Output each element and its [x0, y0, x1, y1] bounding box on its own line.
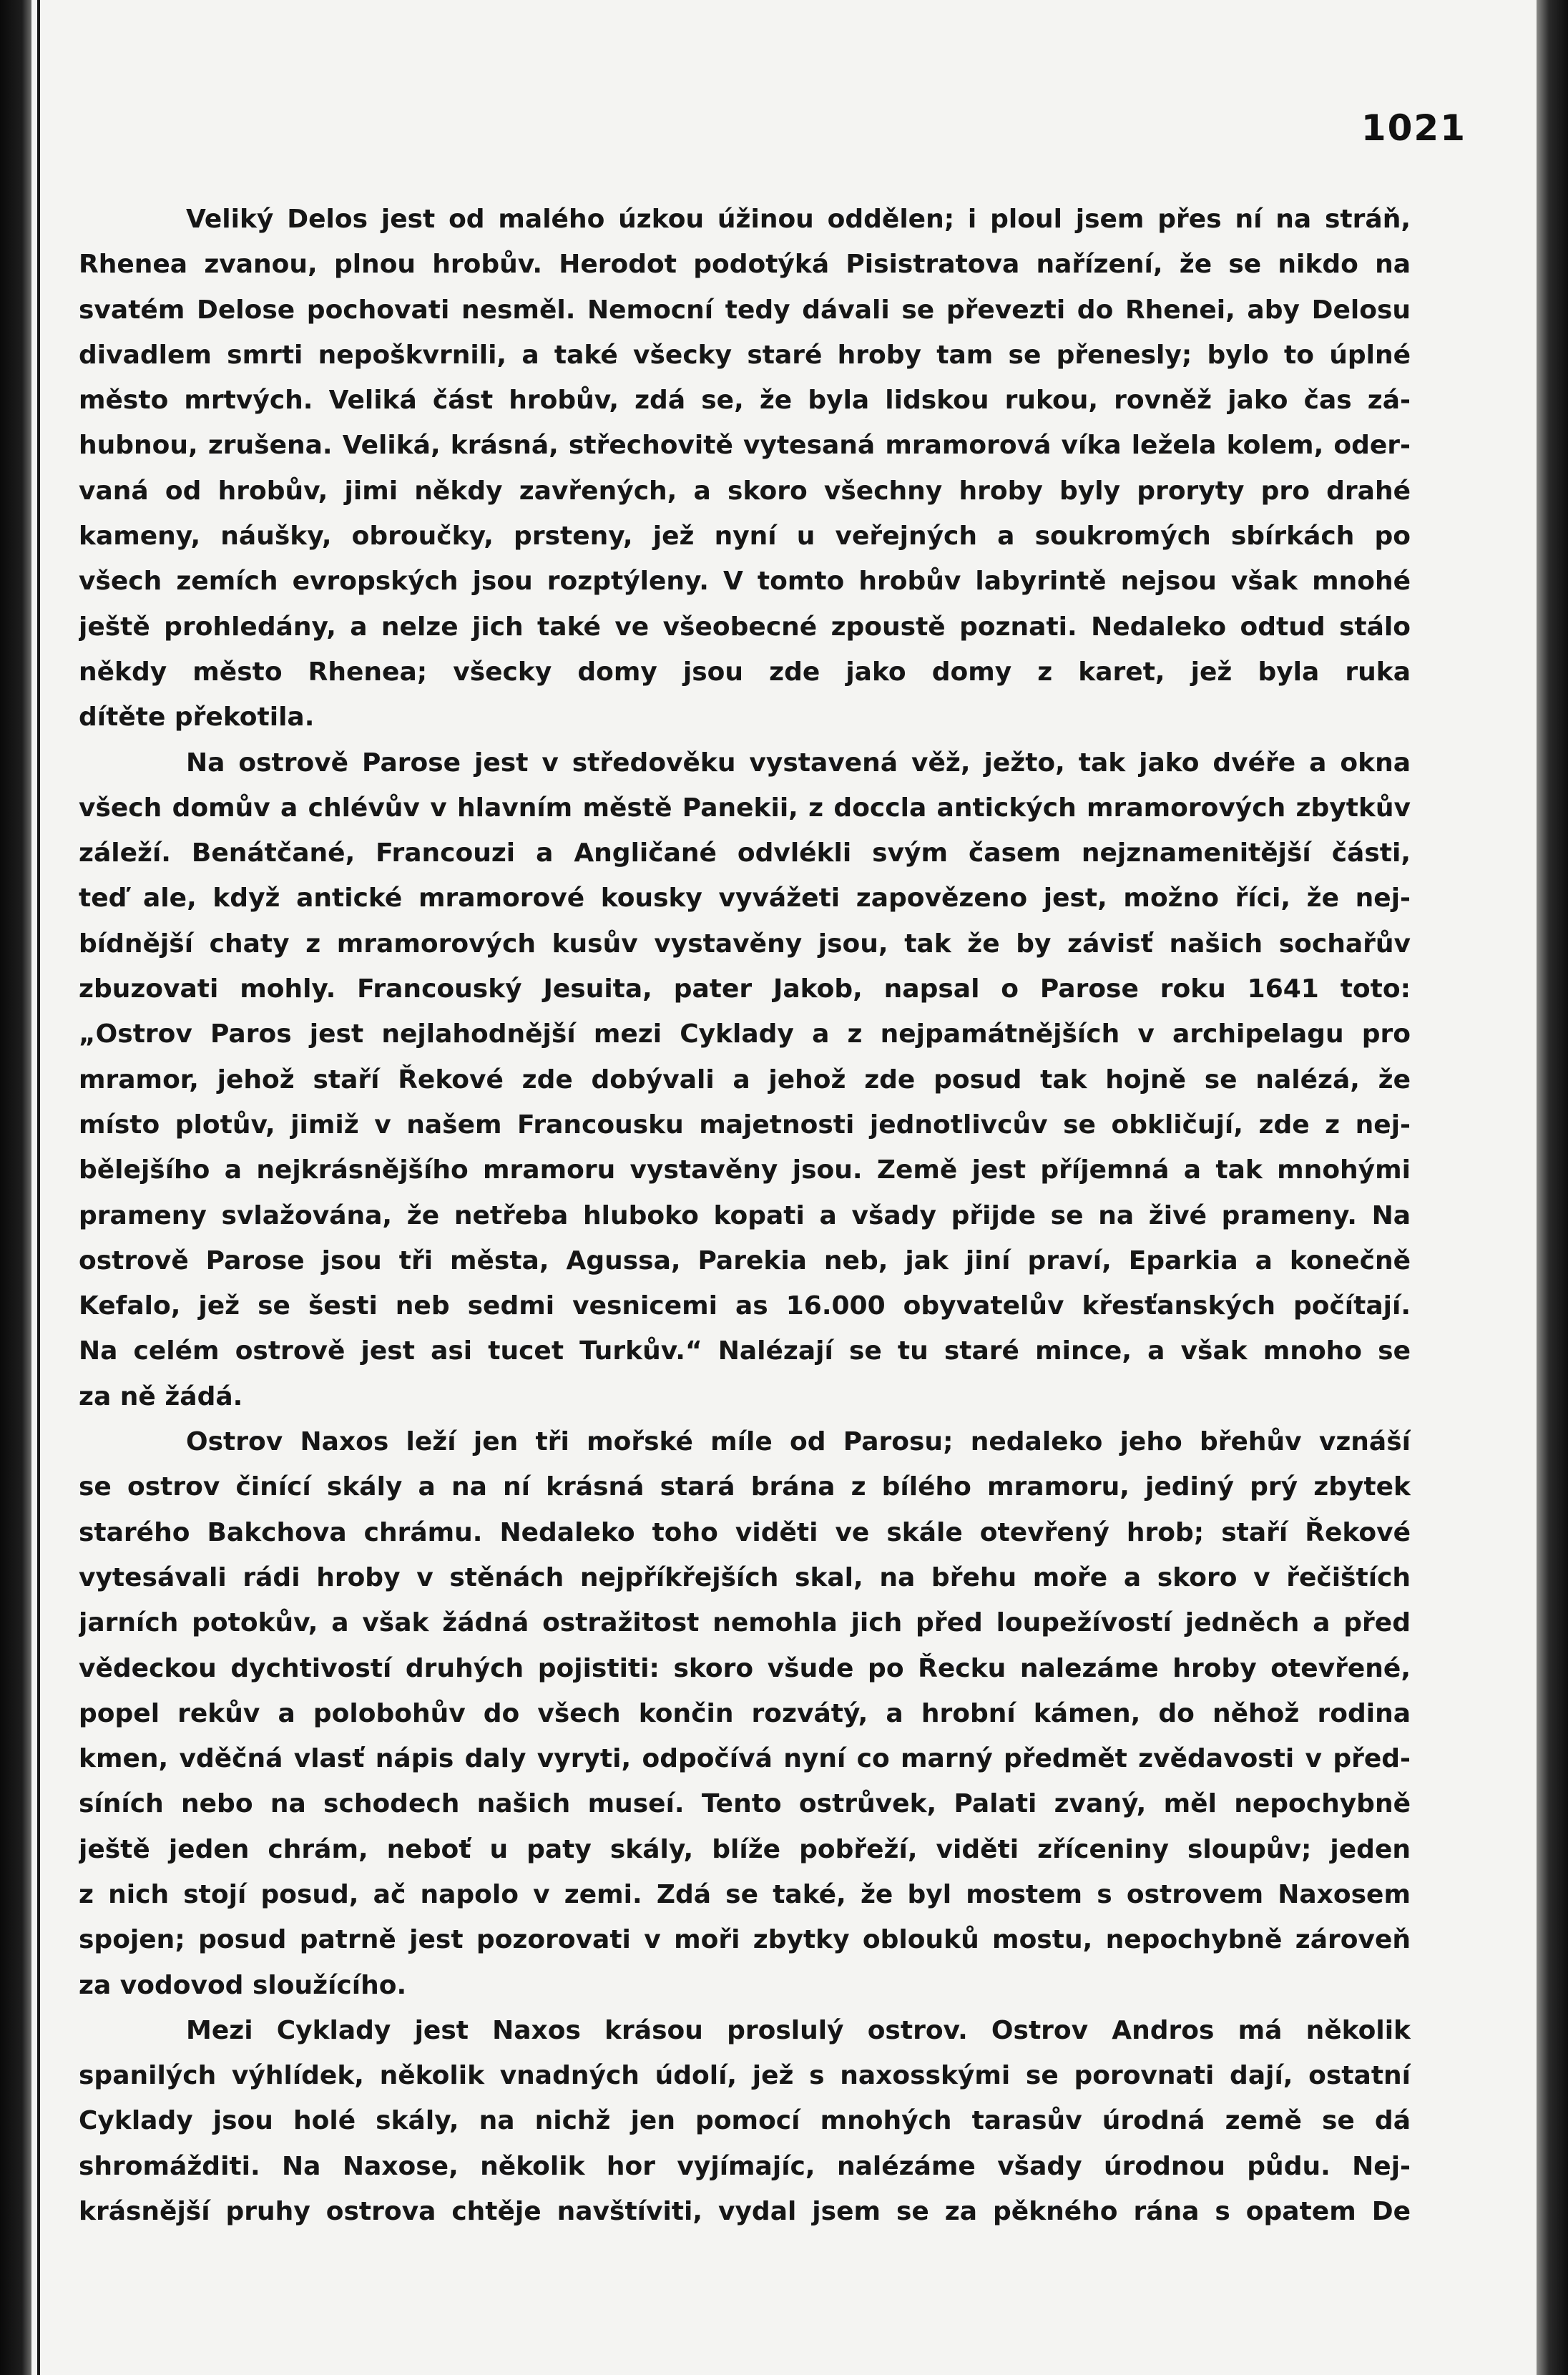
left-binding-line — [37, 0, 40, 2375]
text-line: Veliký Delos jest od malého úzkou úžinou oddělen; i ploul jsem přes ní na stráň, — [186, 205, 1411, 234]
text-line: vytesávali rádi hroby v stěnách nejpříkřejších skal, na břehu moře a skoro v řečištích — [79, 1562, 1411, 1592]
text-line: jarních potokův, a však žádná ostražitost nemohla jich před loupežívostí jedněch a před — [79, 1608, 1411, 1638]
text-line: prameny svlažována, že netřeba hluboko kopati a všady přijde se na živé prameny. Na — [79, 1200, 1411, 1230]
text-line: všech domův a chlévův v hlavním městě Panekii, z doccla antických mramorových zbytkův — [79, 793, 1411, 823]
text-line: „Ostrov Paros jest nejlahodnější mezi Cyklady a z nejpamátnějších v archipelagu pro — [79, 1019, 1411, 1049]
text-line: Na celém ostrově jest asi tucet Turkův.“ Nalézají se tu staré mince, a však mnoho se — [79, 1336, 1411, 1366]
text-line: Rhenea zvanou, plnou hrobův. Herodot podotýká Pisistratova nařízení, že se nikdo na — [79, 250, 1411, 280]
text-line: bělejšího a nejkrásnějšího mramoru vystavěny jsou. Země jest příjemná a tak mnohými — [79, 1155, 1411, 1185]
text-line: starého Bakchova chrámu. Nedaleko toho viděti ve skále otevřený hrob; staří Řekové — [79, 1517, 1411, 1547]
text-line: z nich stojí posud, ač napolo v zemi. Zdá se také, že byl mostem s ostrovem Naxosem — [79, 1879, 1411, 1909]
text-line: bídnější chaty z mramorových kusův vystavěny jsou, tak že by závisť našich sochařův — [79, 929, 1411, 959]
text-line: Cyklady jsou holé skály, na nichž jen pomocí mnohých tarasův úrodná země se dá — [79, 2106, 1411, 2136]
text-line: se ostrov činící skály a na ní krásná stará brána z bílého mramoru, jediný prý zbytek — [79, 1472, 1411, 1502]
text-line: kmen, vděčná vlasť nápis daly vyryti, odpočívá nyní co marný předmět zvědavosti v před- — [79, 1744, 1411, 1774]
text-line: Na ostrově Parose jest v středověku vystavená věž, ježto, tak jako dvéře a okna — [186, 748, 1411, 778]
text-line: ostrově Parose jsou tři města, Agussa, Parekia neb, jak jiní praví, Eparkia a konečně — [79, 1245, 1411, 1275]
text-line: spojen; posud patrně jest pozorovati v moři zbytky oblouků mostu, nepochybně zároveň — [79, 1925, 1411, 1955]
text-line: teď ale, když antické mramorové kousky vyvážeti zapovězeno jest, možno říci, že nej- — [79, 883, 1411, 914]
text-line: za ně žádá. — [79, 1381, 243, 1411]
text-line: záleží. Benátčané, Francouzi a Angličané odvlékli svým časem nejznamenitější části, — [79, 838, 1411, 868]
body-text — [79, 197, 1411, 2234]
right-scan-border — [1537, 0, 1568, 2375]
text-line: shromážditi. Na Naxose, několik hor vyjímajíc, nalézáme všady úrodnou půdu. Nej- — [79, 2151, 1411, 2181]
text-line: mramor, jehož staří Řekové zde dobývali a jehož zde posud tak hojně se nalézá, že — [79, 1064, 1411, 1095]
text-line: divadlem smrti nepoškvrnili, a také všecky staré hroby tam se přenesly; bylo to úplné — [79, 340, 1411, 370]
text-line: město mrtvých. Veliká část hrobův, zdá se, že byla lidskou rukou, rovněž jako čas zá- — [79, 386, 1411, 416]
text-line: kameny, náušky, obroučky, prsteny, jež nyní u veřejných a soukromých sbírkách po — [79, 521, 1411, 552]
text-line: za vodovod sloužícího. — [79, 1970, 407, 2000]
text-line: Mezi Cyklady jest Naxos krásou proslulý ostrov. Ostrov Andros má několik — [186, 2015, 1411, 2045]
text-line: síních nebo na schodech našich museí. Tento ostrůvek, Palati zvaný, měl nepochybně — [79, 1789, 1411, 1819]
text-line: hubnou, zrušena. Veliká, krásná, střechovitě vytesaná mramorová víka ležela kolem, oder- — [79, 431, 1411, 461]
text-line: dítěte překotila. — [79, 702, 315, 733]
text-line: ještě jeden chrám, neboť u paty skály, blíže pobřeží, viděti zříceniny sloupův; jeden — [79, 1834, 1411, 1864]
text-line: ještě prohledány, a nelze jich také ve všeobecné zpoustě poznati. Nedaleko odtud stálo — [79, 612, 1411, 642]
text-line: spanilých výhlídek, několik vnadných údolí, jež s naxosskými se porovnati dají, ostatní — [79, 2061, 1411, 2091]
text-line: místo plotův, jimiž v našem Francousku majetnosti jednotlivcův se obkličují, zde z nej- — [79, 1110, 1411, 1140]
text-line: krásnější pruhy ostrova chtěje navštíviti, vydal jsem se za pěkného rána s opatem De — [79, 2197, 1411, 2227]
text-line: vědeckou dychtivostí druhých pojistiti: skoro všude po Řecku nalezáme hroby otevřené, — [79, 1653, 1411, 1683]
text-line: Kefalo, jež se šesti neb sedmi vesnicemi as 16.000 obyvatelův křesťanských počítají. — [79, 1291, 1411, 1321]
text-line: všech zemích evropských jsou rozptýleny. V tomto hrobův labyrintě nejsou však mnohé — [79, 567, 1411, 597]
left-scan-border — [0, 0, 31, 2375]
text-line: někdy město Rhenea; všecky domy jsou zde jako domy z karet, jež byla ruka — [79, 657, 1411, 687]
text-line: Ostrov Naxos leží jen tři mořské míle od Parosu; nedaleko jeho břehův vznáší — [186, 1427, 1411, 1457]
text-line: zbuzovati mohly. Francouský Jesuita, pater Jakob, napsal o Parose roku 1641 toto: — [79, 974, 1411, 1004]
page-number: 1021 — [1361, 107, 1466, 149]
text-line: svatém Delose pochovati nesměl. Nemocní tedy dávali se převezti do Rhenei, aby Delosu — [79, 295, 1411, 325]
text-line: vaná od hrobův, jimi někdy zavřených, a skoro všechny hroby byly proryty pro drahé — [79, 476, 1411, 506]
text-line: popel rekův a polobohův do všech končin rozvátý, a hrobní kámen, do něhož rodina — [79, 1698, 1411, 1728]
